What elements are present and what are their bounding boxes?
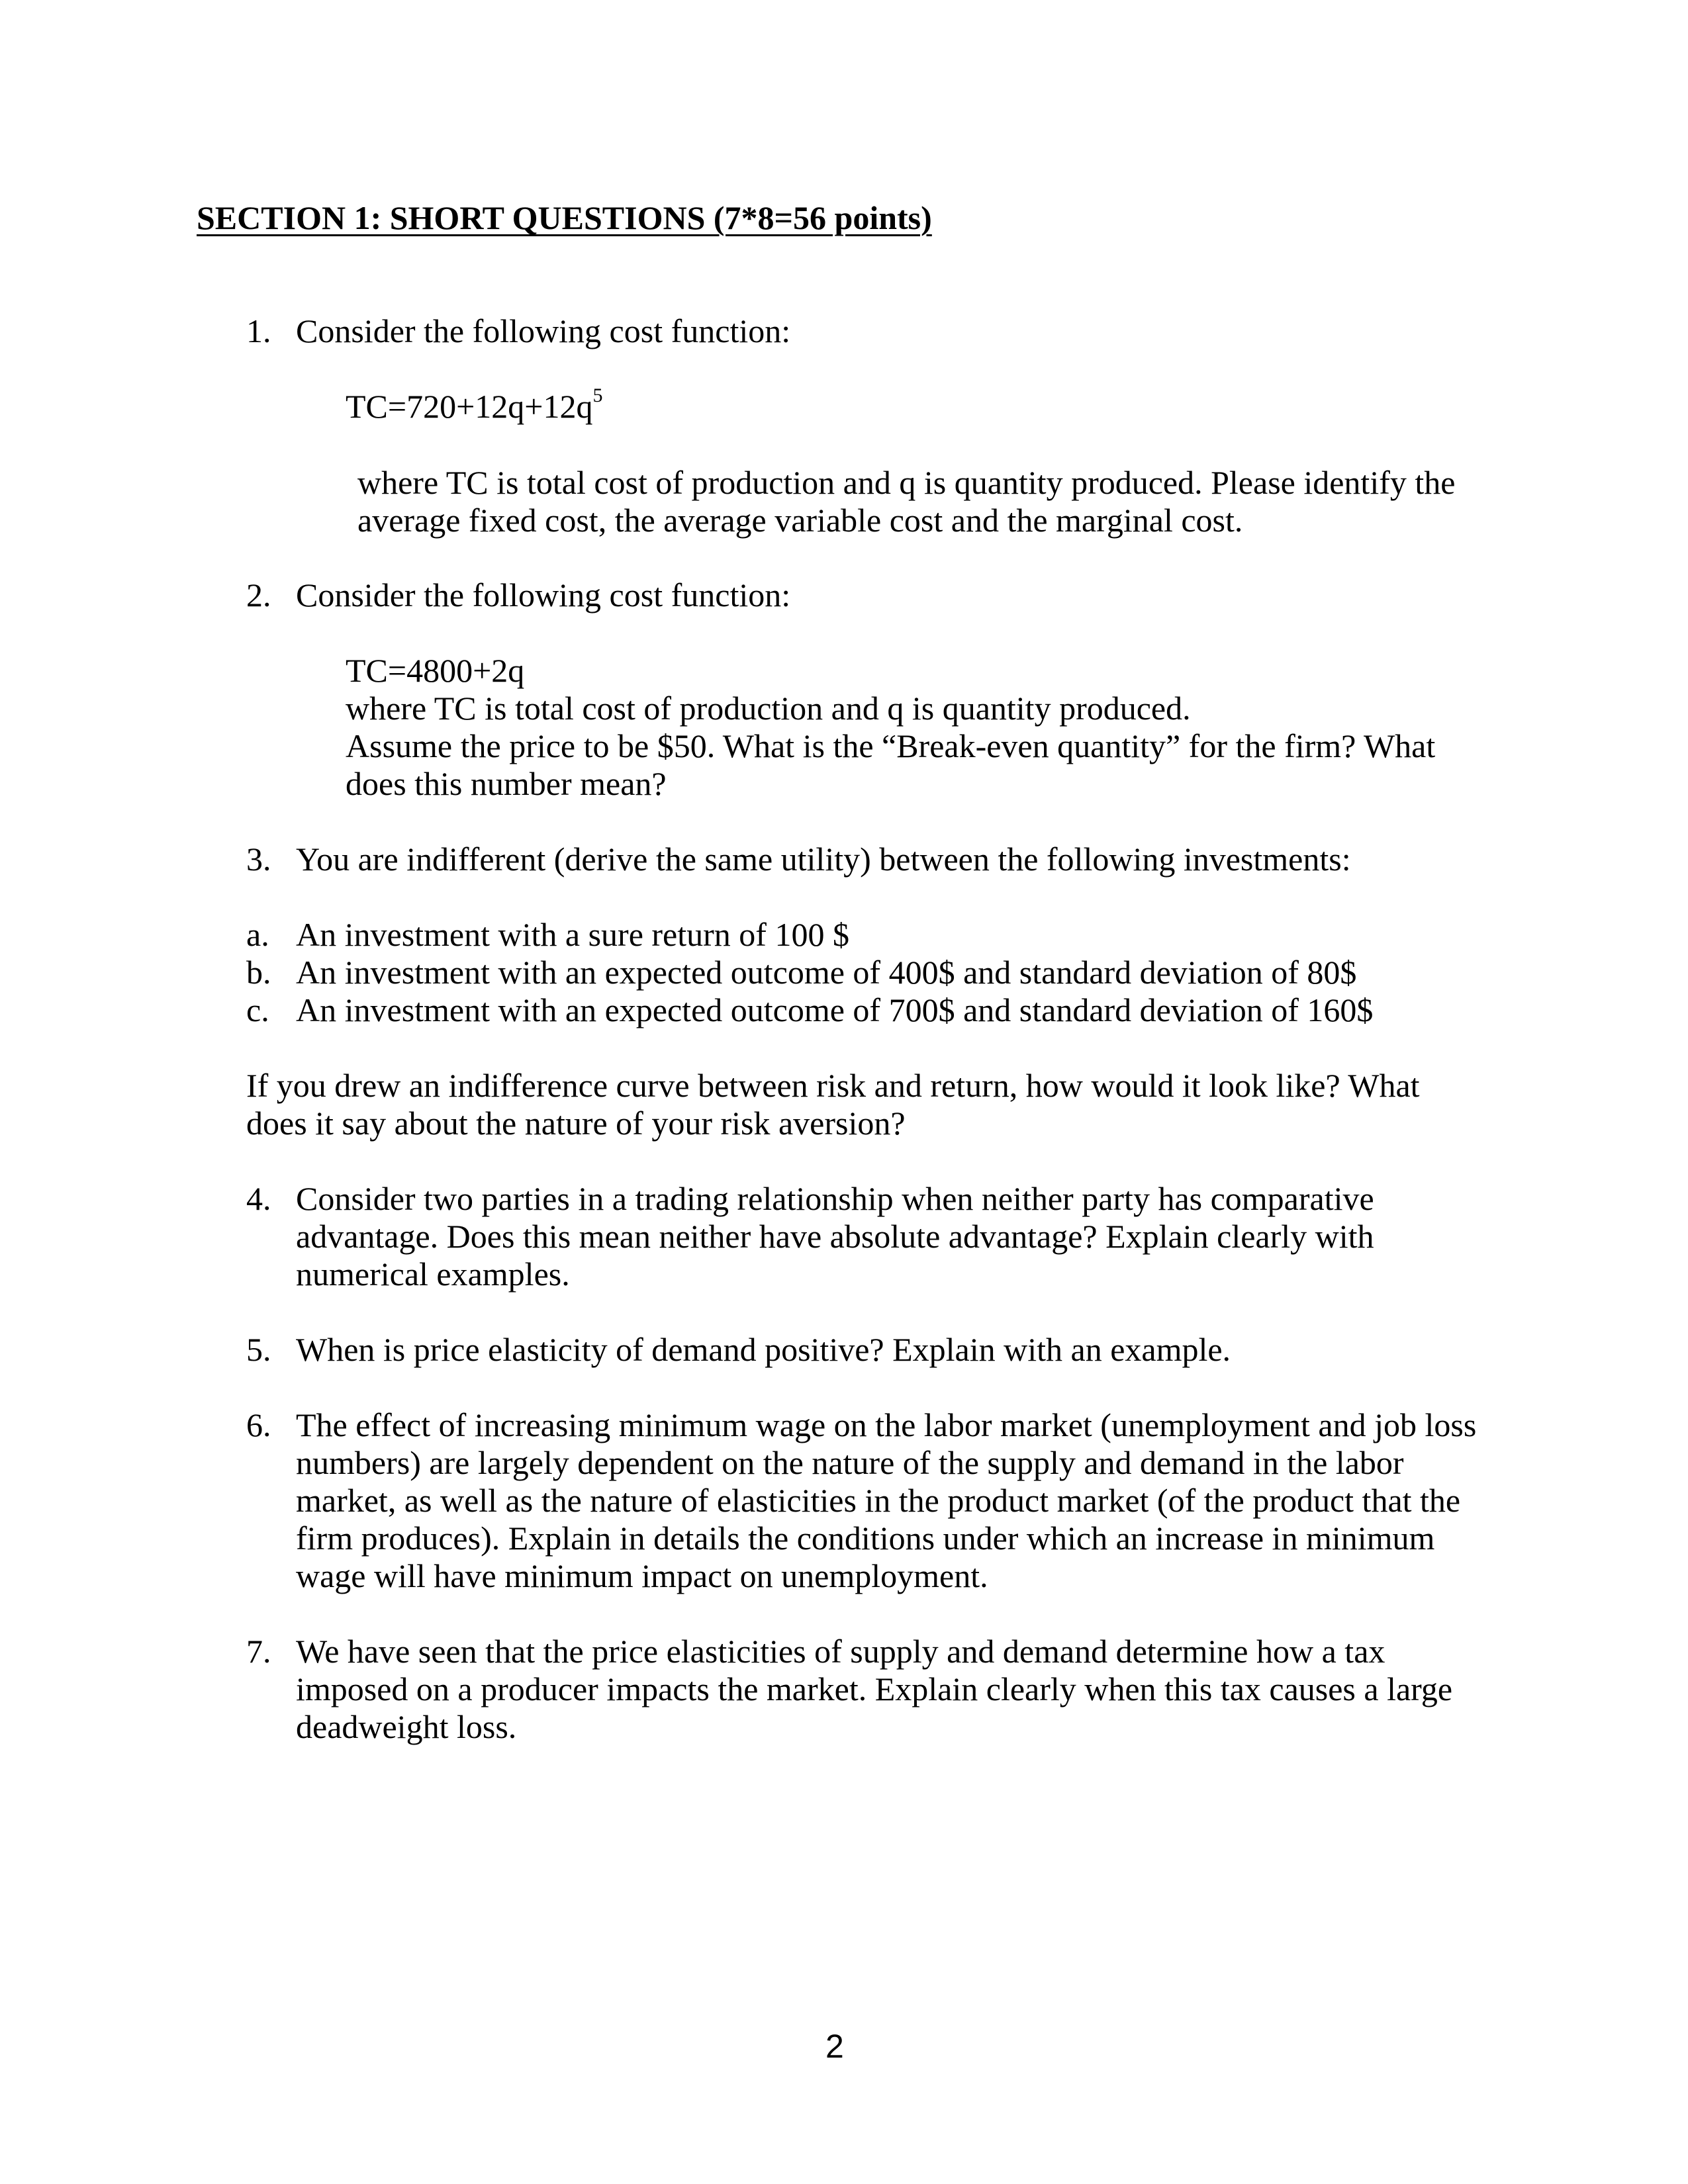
question-text: wage will have minimum impact on unemployment.	[296, 1557, 988, 1594]
question-text: numerical examples.	[296, 1255, 570, 1293]
question-text: market, as well as the nature of elasticities in the product market (of the product that the	[296, 1482, 1461, 1519]
question-text: You are indifferent (derive the same utility) between the following investments:	[296, 841, 1351, 878]
question-text: Assume the price to be $50. What is the “Break-even quantity” for the firm? What	[346, 727, 1436, 764]
option-label: b.	[246, 954, 271, 991]
question-number: 6.	[246, 1406, 271, 1443]
question-number: 7.	[246, 1633, 271, 1670]
cost-formula	[346, 387, 603, 426]
question-text: imposed on a producer impacts the market. Explain clearly when this tax causes a large	[296, 1670, 1453, 1707]
question-text: does it say about the nature of your risk aversion?	[246, 1105, 906, 1142]
question-number: 5.	[246, 1331, 271, 1368]
page-number: 2	[825, 2028, 844, 2065]
question-text: If you drew an indifference curve between risk and return, how would it look like? What	[246, 1067, 1420, 1104]
formula-base: TC=720+12q+12q	[346, 388, 593, 425]
question-text: Consider two parties in a trading relationship when neither party has comparative	[296, 1180, 1374, 1217]
cost-formula: TC=4800+2q	[346, 652, 525, 689]
question-text: deadweight loss.	[296, 1708, 517, 1745]
option-label: c.	[246, 991, 269, 1028]
question-text: The effect of increasing minimum wage on the labor market (unemployment and job loss	[296, 1406, 1477, 1443]
question-text: Consider the following cost function:	[296, 576, 791, 614]
option-label: a.	[246, 916, 269, 953]
question-text: firm produces). Explain in details the conditions under which an increase in minimum	[296, 1520, 1435, 1557]
section-title: SECTION 1: SHORT QUESTIONS (7*8=56 points)	[197, 199, 932, 236]
formula-exponent: 5	[592, 385, 603, 406]
option-text: An investment with an expected outcome of 700$ and standard deviation of 160$	[296, 991, 1374, 1028]
question-text: average fixed cost, the average variable cost and the marginal cost.	[357, 502, 1243, 539]
question-text: When is price elasticity of demand positive? Explain with an example.	[296, 1331, 1231, 1368]
question-text: where TC is total cost of production and q is quantity produced.	[346, 690, 1191, 727]
question-number: 2.	[246, 576, 271, 614]
question-text: We have seen that the price elasticities of supply and demand determine how a tax	[296, 1633, 1385, 1670]
question-text: advantage. Does this mean neither have absolute advantage? Explain clearly with	[296, 1218, 1374, 1255]
question-text: numbers) are largely dependent on the nature of the supply and demand in the labor	[296, 1444, 1404, 1481]
question-text: Consider the following cost function:	[296, 312, 791, 349]
question-text: where TC is total cost of production and q is quantity produced. Please identify the	[357, 464, 1456, 501]
question-text: does this number mean?	[346, 765, 667, 802]
question-number: 4.	[246, 1180, 271, 1217]
option-text: An investment with a sure return of 100 $	[296, 916, 849, 953]
question-number: 1.	[246, 312, 271, 349]
question-number: 3.	[246, 841, 271, 878]
option-text: An investment with an expected outcome of 400$ and standard deviation of 80$	[296, 954, 1357, 991]
